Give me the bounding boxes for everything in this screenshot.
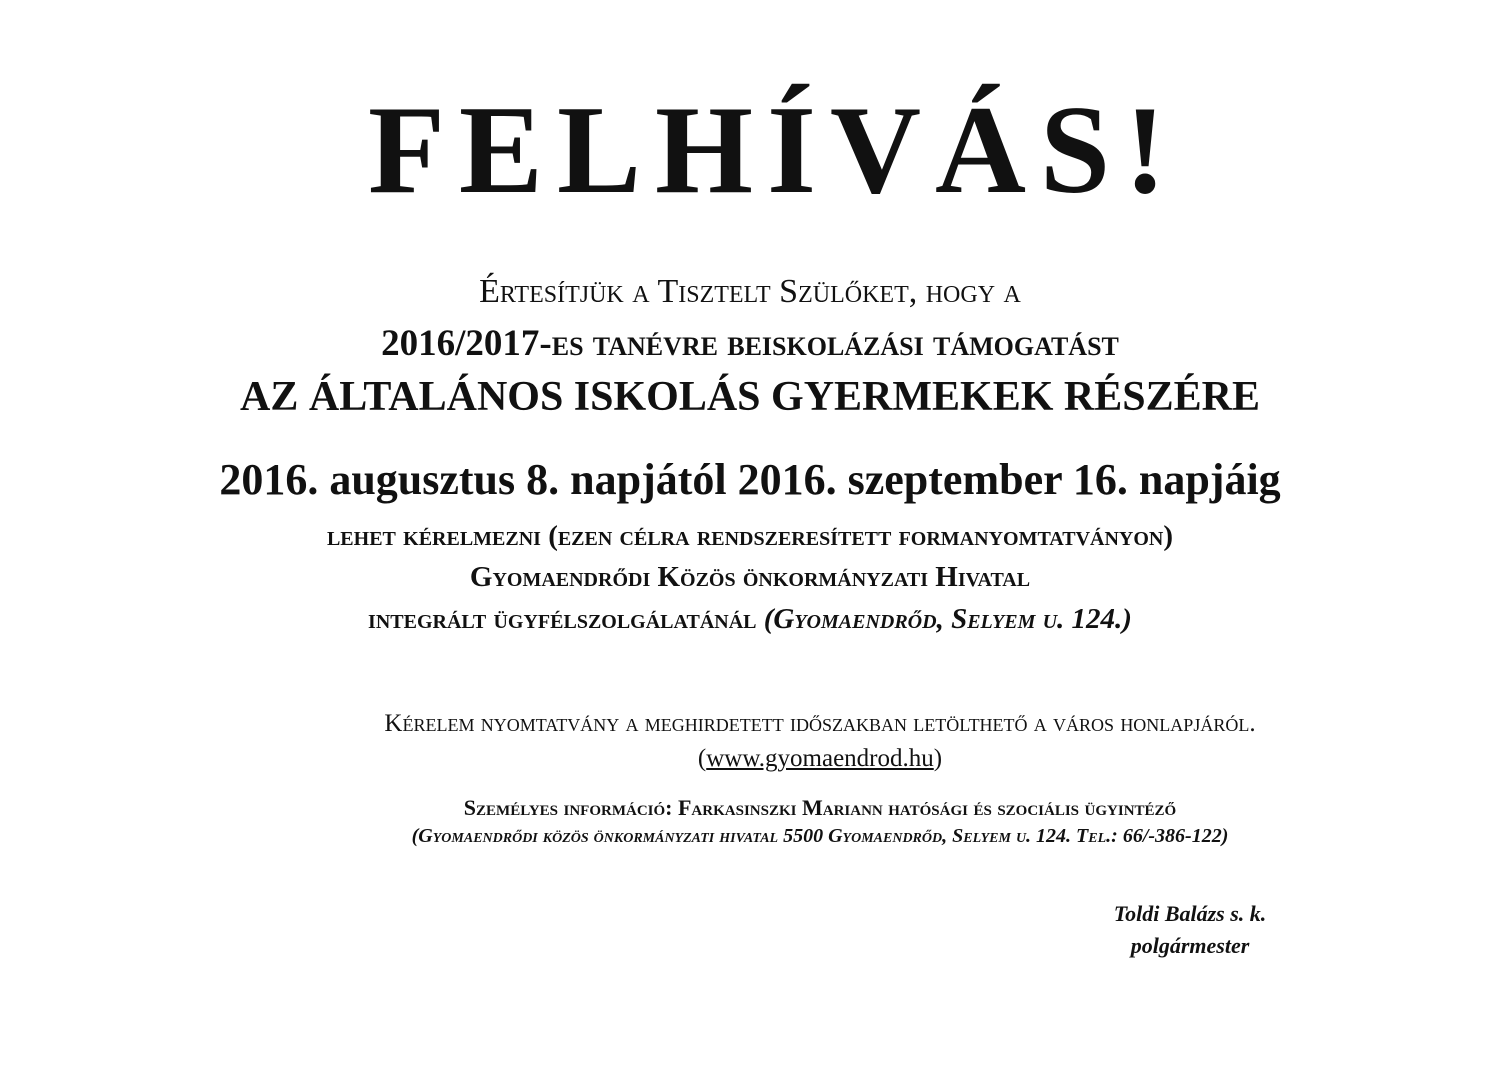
- form-download-text: Kérelem nyomtatvány a meghirdetett időszakban letölthető a város honlapjáról.: [384, 710, 1256, 737]
- service-desk-label: integrált ügyfélszolgálatánál: [368, 603, 757, 635]
- application-period: 2016. augusztus 8. napjától 2016. szeptember 16. napjáig: [219, 455, 1281, 504]
- notice-title: FELHÍVÁS!: [367, 81, 1181, 220]
- website-open-paren: (: [697, 745, 707, 772]
- website-close-paren: ): [933, 745, 943, 772]
- signature-name: Toldi Balázs s. k.: [1113, 901, 1267, 926]
- contact-person: Személyes információ: Farkasinszki Mariann hatósági és szociális ügyintéző: [463, 795, 1177, 820]
- office-name: Gyomaendrődi Közös önkormányzati Hivatal: [469, 561, 1031, 593]
- application-method: lehet kérelmezni (ezen célra rendszeresített formanyomtatványon): [326, 520, 1174, 552]
- website-link[interactable]: www.gyomaendrod.hu: [706, 745, 934, 772]
- school-year-text: 2016/2017-es tanévre beiskolázási támogatást: [381, 323, 1119, 364]
- target-group-text: AZ ÁLTALÁNOS ISKOLÁS GYERMEKEK RÉSZÉRE: [240, 374, 1260, 420]
- service-desk-line: [0, 605, 1500, 634]
- service-desk-address: (Gyomaendrőd, Selyem u. 124.): [763, 603, 1132, 635]
- signature-role: polgármester: [1130, 933, 1250, 958]
- intro-text: Értesítjük a Tisztelt Szülőket, hogy a: [479, 273, 1021, 310]
- website-line: [0, 746, 1500, 771]
- contact-details: (Gyomaendrődi közös önkormányzati hivatal 5500 Gyomaendrőd, Selyem u. 124. Tel.: 66/-386-122): [411, 825, 1229, 847]
